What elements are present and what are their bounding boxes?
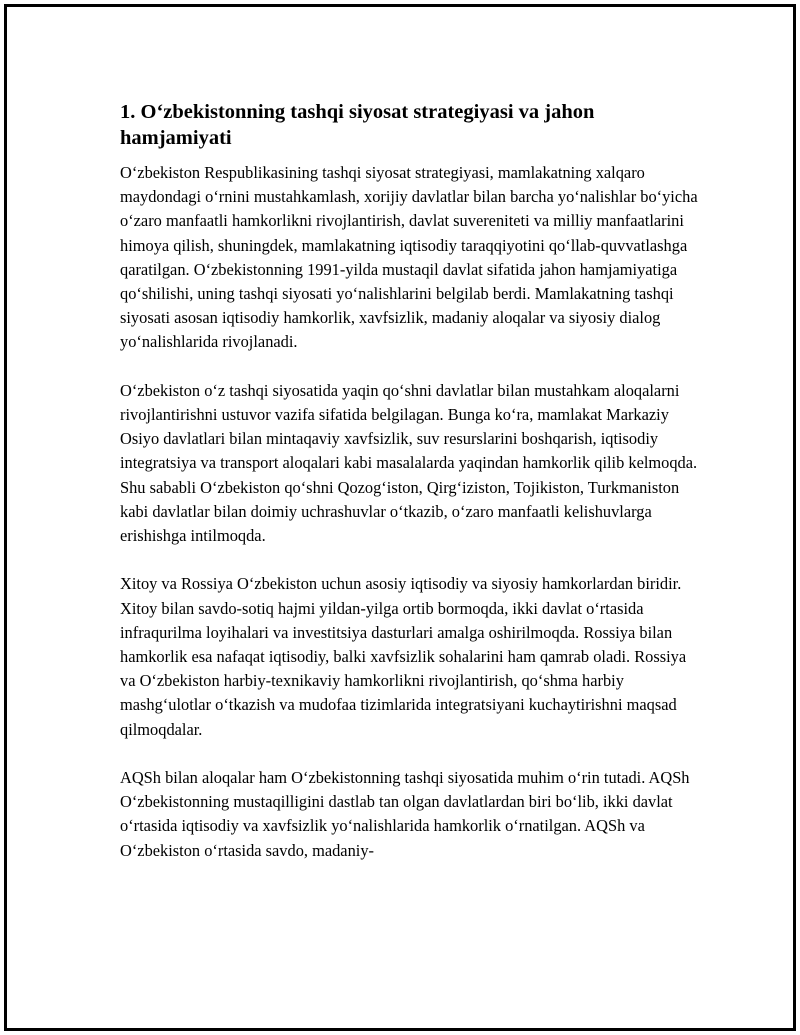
paragraph-4: AQSh bilan aloqalar ham O‘zbekistonning tashqi siyosatida muhim o‘rin tutadi. AQSh O‘zbekistonning mustaqilligini dastlab tan olgan davlatlardan biri bo‘lib, ikki davlat o‘rtasida iqtisodiy va xavfsizlik yo‘nalishlarida hamkorlik o‘rnatilgan. AQSh va O‘zbekiston o‘rtasida savdo, madaniy- bbox=[120, 768, 690, 860]
paragraph-3: Xitoy va Rossiya O‘zbekiston uchun asosiy iqtisodiy va siyosiy hamkorlardan biridir. Xitoy bilan savdo-sotiq hajmi yildan-yilga ortib bormoqda, ikki davlat o‘rtasida infraqurilma loyihalari va investitsiya dasturlari amalga oshirilmoqda. Rossiya bilan hamkorlik esa nafaqat iqtisodiy, balki xavfsizlik sohalarini ham qamrab oladi. Rossiya va O‘zbekiston harbiy-texnikaviy hamkorlikni rivojlantirish, qo‘shma harbiy mashg‘ulotlar o‘tkazish va mudofaa tizimlarida integratsiyani kuchaytirishni maqsad qilmoqdalar. bbox=[120, 574, 687, 739]
section-heading: 1. O‘zbekistonning tashqi siyosat strategiyasi va jahon hamjamiyati bbox=[120, 101, 595, 149]
paragraph-1: O‘zbekiston Respublikasining tashqi siyosat strategiyasi, mamlakatning xalqaro maydondagi o‘rnini mustahkamlash, xorijiy davlatlar bilan barcha yo‘nalishlar bo‘yicha o‘zaro manfaatli hamkorlikni rivojlantirish, davlat suvereniteti va milliy manfaatlarini himoya qilish, shuningdek, mamlakatning iqtisodiy taraqqiyotini qo‘llab-quvvatlashga qaratilgan. O‘zbekistonning 1991-yilda mustaqil davlat sifatida jahon hamjamiyatiga qo‘shilishi, uning tashqi siyosati yo‘nalishlarini belgilab berdi. Mamlakatning tashqi siyosati asosan iqtisodiy hamkorlik, xavfsizlik, madaniy aloqalar va siyosiy dialog yo‘nalishlarida rivojlanadi. bbox=[120, 163, 698, 352]
document-body bbox=[120, 99, 698, 887]
page-frame bbox=[4, 4, 796, 1031]
paragraph-2: O‘zbekiston o‘z tashqi siyosatida yaqin qo‘shni davlatlar bilan mustahkam aloqalarni rivojlantirishni ustuvor vazifa sifatida belgilagan. Bunga ko‘ra, mamlakat Markaziy Osiyo davlatlari bilan mintaqaviy xavfsizlik, suv resurslarini boshqarish, iqtisodiy integratsiya va transport aloqalari kabi masalalarda yaqindan hamkorlik qilib kelmoqda. Shu sababli O‘zbekiston qo‘shni Qozog‘iston, Qirg‘iziston, Tojikiston, Turkmaniston kabi davlatlar bilan doimiy uchrashuvlar o‘tkazib, o‘zaro manfaatli kelishuvlarga erishishga intilmoqda. bbox=[120, 380, 698, 546]
